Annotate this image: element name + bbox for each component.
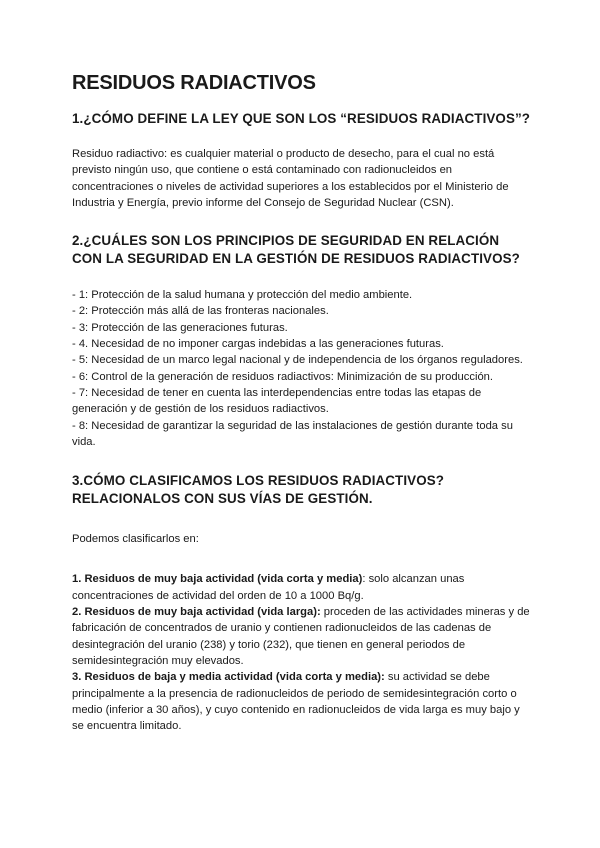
question-1-heading: 1.¿CÓMO DEFINE LA LEY QUE SON LOS “RESIDUOS RADIACTIVOS”? (72, 111, 531, 126)
list-item: - 4. Necesidad de no imponer cargas indebidas a las generaciones futuras. (72, 338, 444, 351)
list-item: - 7: Necesidad de tener en cuenta las interdependencias entre todas las etapas de generación y de gestión de los residuos radiactivos. (72, 386, 482, 416)
question-2-heading: 2.¿CUÁLES SON LOS PRINCIPIOS DE SEGURIDAD EN RELACIÓN CON LA SEGURIDAD EN LA GESTIÓN DE RESIDUOS RADIACTIVOS? (72, 233, 520, 267)
category-text: : solo alcanzan unas concentraciones de actividad del orden de 10 a 1000 Bq/g. (72, 573, 465, 602)
list-item: - 6: Control de la generación de residuos radiactivos: Minimización de su producción. (72, 370, 493, 383)
classification-list (72, 571, 532, 734)
list-item: - 8: Necesidad de garantizar la seguridad de las instalaciones de gestión durante toda su vida. (72, 419, 513, 448)
category-label: 1. Residuos de muy baja actividad (vida corta y media) (72, 573, 363, 586)
category-text: proceden de las actividades mineras y de fabricación de concentrados de uranio y contienen radionucleidos de las cadenas de desintegración del uranio (238) y torio (232), que tienen en general periodos de semidesintegración muy elevados. (72, 606, 530, 667)
document-page (72, 70, 532, 734)
question-3-intro: Podemos clasificarlos en: (72, 533, 199, 546)
list-item: - 3: Protección de las generaciones futuras. (72, 321, 288, 334)
list-item (72, 604, 532, 669)
list-item (72, 669, 532, 734)
category-label: 3. Residuos de baja y media actividad (vida corta y media): (72, 671, 385, 684)
category-label: 2. Residuos de muy baja actividad (vida larga): (72, 606, 321, 619)
category-text: su actividad se debe principalmente a la presencia de radionucleidos de periodo de semidesintegración corto o medio (inferior a 30 años), y cuyo contenido en radionucleidos de vida larga es muy bajo y se encuentra limitado. (72, 671, 520, 733)
document-title: RESIDUOS RADIACTIVOS (72, 72, 316, 94)
list-item: - 5: Necesidad de un marco legal nacional y de independencia de los órganos reguladores. (72, 354, 523, 367)
question-3-heading: 3.CÓMO CLASIFICAMOS LOS RESIDUOS RADIACTIVOS? RELACIONALOS CON SUS VÍAS DE GESTIÓN. (72, 473, 445, 507)
list-item (72, 571, 532, 604)
list-item: - 1: Protección de la salud humana y protección del medio ambiente. (72, 289, 413, 302)
list-item: - 2: Protección más allá de las fronteras nacionales. (72, 305, 329, 318)
question-1-answer: Residuo radiactivo: es cualquier material o producto de desecho, para el cual no está previsto ningún uso, que contiene o está contaminado con radionucleidos en concentraciones o niveles de actividad superiores a los establecidos por el Ministerio de Industria y Energía, previo informe del Consejo de Seguridad Nuclear (CSN). (72, 148, 509, 209)
principles-list (72, 287, 532, 450)
